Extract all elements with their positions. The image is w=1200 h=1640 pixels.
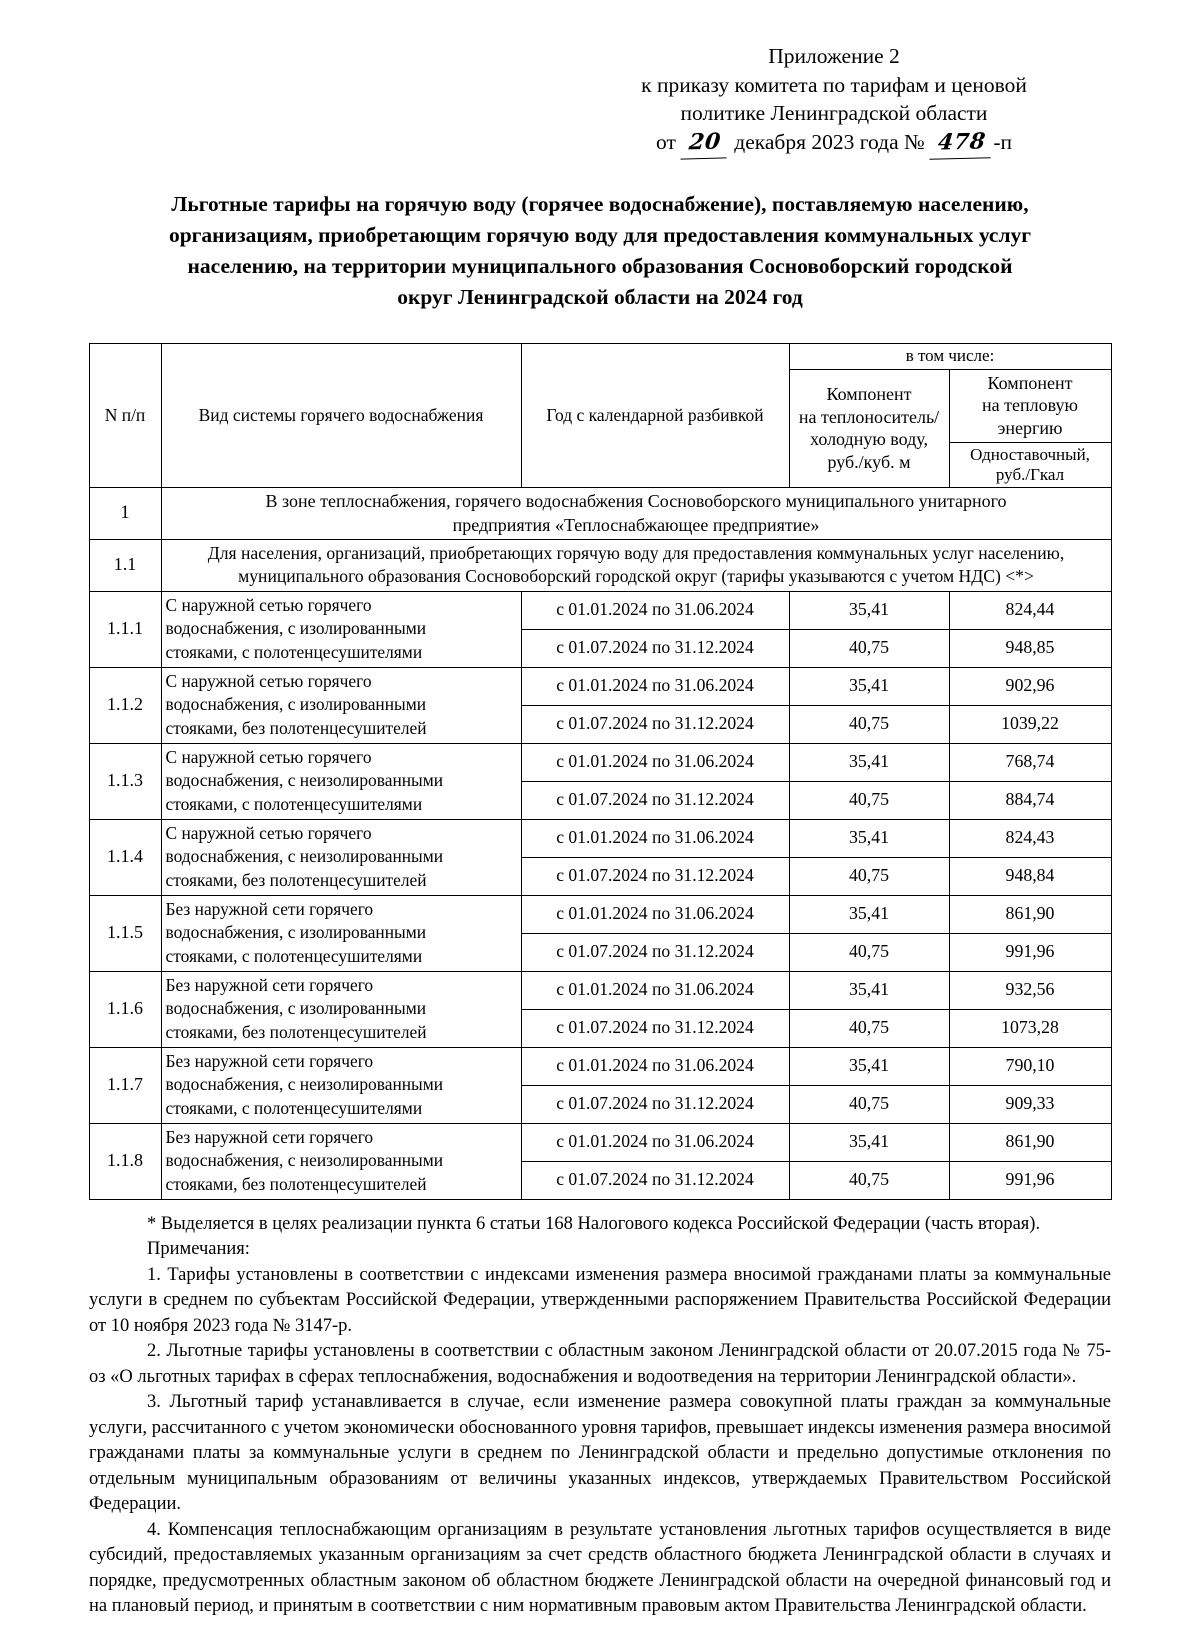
row-coolant-value: 40,75	[789, 705, 949, 743]
row-heat-value: 991,96	[949, 1161, 1111, 1199]
row-period: с 01.01.2024 по 31.06.2024	[521, 667, 789, 705]
table-row	[89, 971, 1111, 1009]
row-heat-value: 902,96	[949, 667, 1111, 705]
heat-line-1: Компонент	[987, 372, 1073, 393]
row-heat-value: 861,90	[949, 895, 1111, 933]
section-title	[161, 488, 1111, 540]
column-header-component-heat-unit	[949, 442, 1111, 488]
row-heat-value: 824,44	[949, 591, 1111, 629]
document-header	[564, 38, 1104, 159]
kind-line-2: водоснабжения, с неизолированными	[165, 770, 444, 791]
row-coolant-value: 35,41	[789, 743, 949, 781]
kind-line-3: стояками, без полотенцесушителей	[165, 869, 427, 890]
row-number: 1.1.5	[89, 895, 161, 971]
coolant-line-4: руб./куб. м	[827, 452, 911, 473]
row-number: 1.1.3	[89, 743, 161, 819]
order-date-line	[564, 128, 1104, 159]
row-period: с 01.01.2024 по 31.06.2024	[521, 1123, 789, 1161]
table-row-section	[89, 488, 1111, 540]
note-item-4: 4. Компенсация теплоснабжающим организациям в результате установления льготных тарифов осуществляется в виде субсидий, предоставляемых указанным организациям за счет средств областного бюджета Ленинградской области в случаях и порядке, предусмотренных областным законом об областном бюджете Ленинградской области на очередной финансовый год и на плановый период, и принятым в соответствии с ним нормативным правовым актом Правительства Ленинградской области.	[89, 1519, 1111, 1617]
column-header-group: в том числе:	[789, 343, 1111, 369]
row-heat-value: 909,33	[949, 1085, 1111, 1123]
row-period: с 01.01.2024 по 31.06.2024	[521, 591, 789, 629]
row-heat-value: 790,10	[949, 1047, 1111, 1085]
row-period: с 01.07.2024 по 31.12.2024	[521, 933, 789, 971]
subsection-number: 1.1	[89, 540, 161, 591]
row-kind	[161, 1123, 521, 1199]
subsection-title-line-2: муниципального образования Сосновоборский городской округ (тарифы указываются с учетом НДС) <*>	[238, 566, 1034, 587]
column-header-kind: Вид системы горячего водоснабжения	[161, 343, 521, 488]
heat-unit-line-2: руб./Гкал	[995, 464, 1065, 484]
table-row	[89, 1047, 1111, 1085]
note-item-3: 3. Льготный тариф устанавливается в случае, если изменение размера совокупной платы граждан за коммунальные услуги, рассчитанного с учетом экономически обоснованного уровня тарифов, превышает индексы изменения размера вносимой гражданами платы за коммунальные услуги в среднем по Ленинградской области и предельно допустимые отклонения по отдельным муниципальным образованиям от величины указанных индексов, утверждаемых Правительством Российской Федерации.	[89, 1392, 1111, 1515]
table-row	[89, 895, 1111, 933]
row-coolant-value: 40,75	[789, 781, 949, 819]
heat-line-3: энергию	[997, 417, 1063, 438]
row-coolant-value: 40,75	[789, 933, 949, 971]
table-head-row-1	[89, 343, 1111, 369]
title-line-1: Льготные тарифы на горячую воду (горячее водоснабжение), поставляемую населению,	[171, 192, 1029, 217]
column-header-year: Год с календарной разбивкой	[521, 343, 789, 488]
section-title-line-1: В зоне теплоснабжения, горячего водоснабжения Сосновоборского муниципального унитарного	[265, 491, 1007, 512]
kind-line-2: водоснабжения, с изолированными	[165, 922, 427, 943]
column-header-no: N п/п	[89, 343, 161, 488]
kind-line-1: С наружной сетью горячего	[165, 746, 372, 767]
row-coolant-value: 35,41	[789, 591, 949, 629]
row-number: 1.1.6	[89, 971, 161, 1047]
coolant-line-3: холодную воду,	[810, 429, 928, 450]
kind-line-2: водоснабжения, с изолированными	[165, 998, 427, 1019]
page-title	[100, 189, 1100, 313]
row-coolant-value: 35,41	[789, 1123, 949, 1161]
row-period: с 01.07.2024 по 31.12.2024	[521, 857, 789, 895]
row-coolant-value: 40,75	[789, 857, 949, 895]
footnote-asterisk: * Выделяется в целях реализации пункта 6 статьи 168 Налогового кодекса Российской Федерации (часть вторая).	[147, 1213, 1041, 1234]
row-period: с 01.01.2024 по 31.06.2024	[521, 743, 789, 781]
table-row-subsection	[89, 540, 1111, 591]
tariff-table	[89, 343, 1112, 1200]
subsection-title-line-1: Для населения, организаций, приобретающих горячую воду для предоставления коммунальных услуг населению,	[207, 543, 1065, 564]
handwritten-day: 20	[681, 127, 730, 159]
coolant-line-1: Компонент	[826, 384, 912, 405]
date-prefix: от	[656, 129, 676, 154]
row-coolant-value: 40,75	[789, 1009, 949, 1047]
row-heat-value: 948,85	[949, 629, 1111, 667]
coolant-line-2: на теплоноситель/	[798, 406, 940, 427]
notes-heading: Примечания:	[147, 1239, 250, 1260]
section-number: 1	[89, 488, 161, 540]
row-period: с 01.01.2024 по 31.06.2024	[521, 895, 789, 933]
table-row	[89, 591, 1111, 629]
row-kind	[161, 971, 521, 1047]
row-heat-value: 1073,28	[949, 1009, 1111, 1047]
row-heat-value: 861,90	[949, 1123, 1111, 1161]
row-kind	[161, 591, 521, 667]
row-number: 1.1.7	[89, 1047, 161, 1123]
order-reference-line-1: к приказу комитета по тарифам и ценовой	[641, 72, 1027, 97]
row-coolant-value: 40,75	[789, 1085, 949, 1123]
kind-line-3: стояками, без полотенцесушителей	[165, 1022, 427, 1043]
row-heat-value: 1039,22	[949, 705, 1111, 743]
row-kind	[161, 667, 521, 743]
row-coolant-value: 35,41	[789, 971, 949, 1009]
notes-section	[89, 1212, 1111, 1620]
table-head	[89, 343, 1111, 488]
handwritten-doc-number: 478	[929, 127, 994, 160]
row-coolant-value: 35,41	[789, 1047, 949, 1085]
row-number: 1.1.8	[89, 1123, 161, 1199]
appendix-number: Приложение 2	[768, 44, 900, 68]
kind-line-3: стояками, с полотенцесушителями	[165, 1098, 423, 1119]
kind-line-2: водоснабжения, с неизолированными	[165, 1150, 444, 1171]
kind-line-2: водоснабжения, с неизолированными	[165, 1074, 444, 1095]
table-row	[89, 743, 1111, 781]
date-middle: декабря 2023 года №	[734, 129, 925, 154]
kind-line-1: Без наружной сети горячего	[165, 974, 374, 995]
row-heat-value: 768,74	[949, 743, 1111, 781]
title-line-3: населению, на территории муниципального образования Сосновоборский городской	[187, 253, 1013, 278]
heat-unit-line-1: Одноставочный,	[970, 444, 1090, 464]
row-heat-value: 932,56	[949, 971, 1111, 1009]
row-coolant-value: 35,41	[789, 895, 949, 933]
kind-line-3: стояками, с полотенцесушителями	[165, 641, 423, 662]
row-period: с 01.07.2024 по 31.12.2024	[521, 1085, 789, 1123]
kind-line-1: С наружной сетью горячего	[165, 594, 372, 615]
subsection-title	[161, 540, 1111, 591]
kind-line-1: Без наружной сети горячего	[165, 898, 374, 919]
column-header-component-heat	[949, 369, 1111, 442]
kind-line-2: водоснабжения, с неизолированными	[165, 846, 444, 867]
title-line-2: организациям, приобретающим горячую воду для предоставления коммунальных услуг	[168, 222, 1032, 247]
row-heat-value: 991,96	[949, 933, 1111, 971]
kind-line-1: С наружной сетью горячего	[165, 670, 372, 691]
row-coolant-value: 40,75	[789, 1161, 949, 1199]
row-number: 1.1.1	[89, 591, 161, 667]
row-kind	[161, 895, 521, 971]
row-heat-value: 824,43	[949, 819, 1111, 857]
section-title-line-2: предприятия «Теплоснабжающее предприятие»	[452, 514, 820, 535]
row-period: с 01.07.2024 по 31.12.2024	[521, 781, 789, 819]
date-suffix: -п	[993, 129, 1012, 154]
table-body	[89, 488, 1111, 1199]
column-header-component-coolant	[789, 369, 949, 488]
row-period: с 01.01.2024 по 31.06.2024	[521, 819, 789, 857]
kind-line-1: Без наружной сети горячего	[165, 1050, 374, 1071]
row-number: 1.1.2	[89, 667, 161, 743]
table-row	[89, 819, 1111, 857]
kind-line-3: стояками, с полотенцесушителями	[165, 793, 423, 814]
row-period: с 01.07.2024 по 31.12.2024	[521, 629, 789, 667]
row-kind	[161, 743, 521, 819]
row-coolant-value: 35,41	[789, 667, 949, 705]
kind-line-2: водоснабжения, с изолированными	[165, 618, 427, 639]
table-row	[89, 1123, 1111, 1161]
row-number: 1.1.4	[89, 819, 161, 895]
row-period: с 01.01.2024 по 31.06.2024	[521, 971, 789, 1009]
row-period: с 01.07.2024 по 31.12.2024	[521, 705, 789, 743]
title-line-4: округ Ленинградской области на 2024 год	[397, 284, 803, 309]
kind-line-1: Без наружной сети горячего	[165, 1126, 374, 1147]
kind-line-3: стояками, с полотенцесушителями	[165, 946, 423, 966]
row-coolant-value: 40,75	[789, 629, 949, 667]
heat-line-2: на тепловую	[982, 395, 1078, 416]
row-heat-value: 948,84	[949, 857, 1111, 895]
row-period: с 01.01.2024 по 31.06.2024	[521, 1047, 789, 1085]
row-kind	[161, 1047, 521, 1123]
kind-line-3: стояками, без полотенцесушителей	[165, 1174, 427, 1195]
kind-line-2: водоснабжения, с изолированными	[165, 694, 427, 715]
note-item-1: 1. Тарифы установлены в соответствии с индексами изменения размера вносимой гражданами платы за коммунальные услуги в среднем по субъектам Российской Федерации, утвержденными распоряжением Правительства Российской Федерации от 10 ноября 2023 года № 3147-р.	[89, 1264, 1111, 1336]
row-heat-value: 884,74	[949, 781, 1111, 819]
note-item-2: 2. Льготные тарифы установлены в соответствии с областным законом Ленинградской области от 20.07.2015 года № 75-оз «О льготных тарифах в сферах теплоснабжения, водоснабжения и водоотведения на территории Ленинградской области».	[89, 1341, 1111, 1387]
row-coolant-value: 35,41	[789, 819, 949, 857]
kind-line-1: С наружной сетью горячего	[165, 822, 372, 843]
order-reference-line-2: политике Ленинградской области	[680, 101, 988, 126]
kind-line-3: стояками, без полотенцесушителей	[165, 717, 427, 738]
row-period: с 01.07.2024 по 31.12.2024	[521, 1161, 789, 1199]
row-kind	[161, 819, 521, 895]
row-period: с 01.07.2024 по 31.12.2024	[521, 1009, 789, 1047]
table-row	[89, 667, 1111, 705]
